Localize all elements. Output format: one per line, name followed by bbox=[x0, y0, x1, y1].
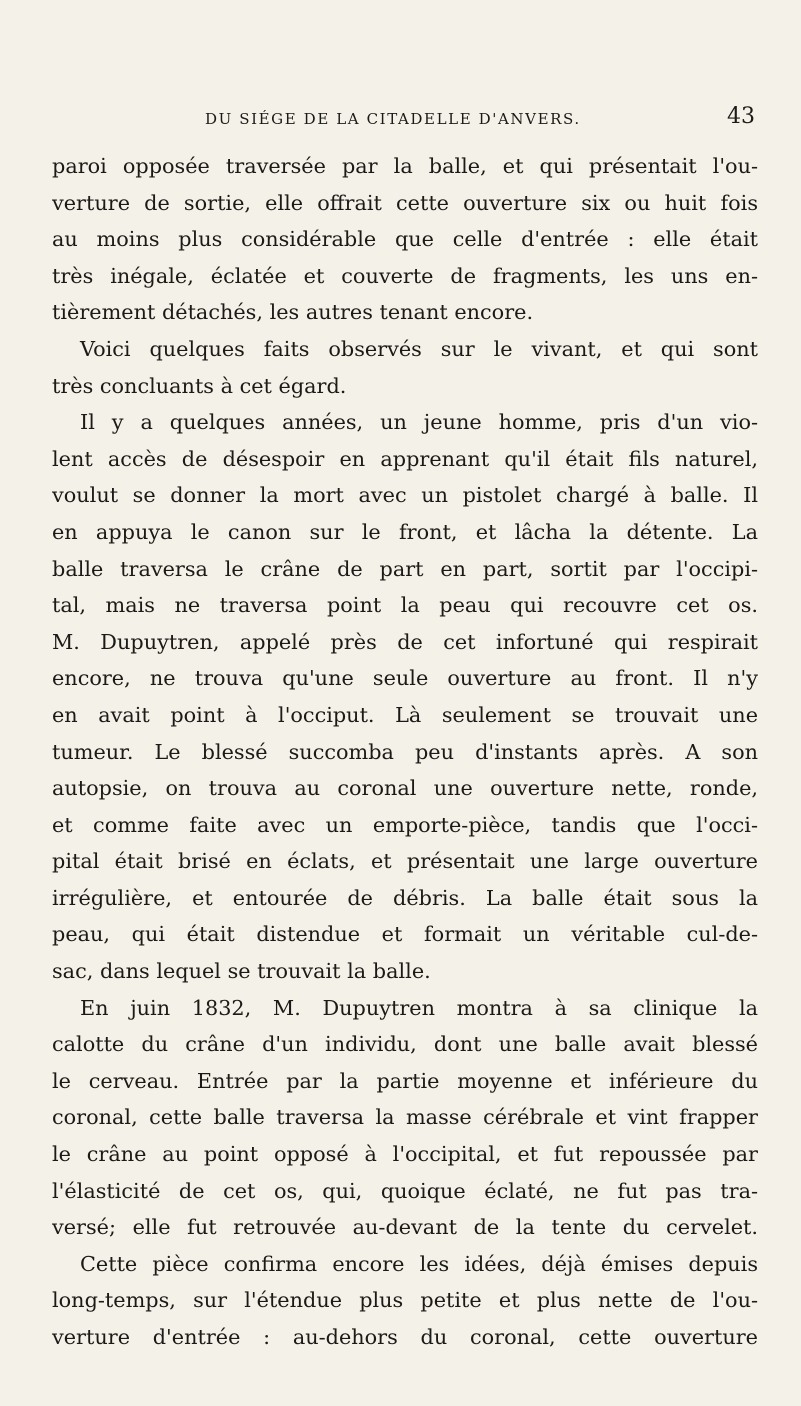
text-line: lent accès de désespoir en apprenant qu'il était fils naturel, bbox=[52, 446, 758, 471]
text-line: long-temps, sur l'étendue plus petite et plus nette de l'ou- bbox=[52, 1288, 758, 1313]
text-line: très inégale, éclatée et couverte de fragments, les uns en- bbox=[52, 263, 758, 288]
text-line: verture de sortie, elle offrait cette ouverture six ou huit fois bbox=[52, 190, 758, 215]
text-line: coronal, cette balle traversa la masse cérébrale et vint frapper bbox=[52, 1105, 758, 1130]
text-line: verture d'entrée : au-dehors du coronal, cette ouverture bbox=[52, 1325, 758, 1349]
text-line: le crâne au point opposé à l'occipital, et fut repoussée par bbox=[52, 1142, 758, 1167]
text-line: et comme faite avec un emporte-pièce, tandis que l'occi- bbox=[52, 812, 758, 837]
text-line: tal, mais ne traversa point la peau qui recouvre cet os. bbox=[52, 593, 758, 618]
text-line: l'élasticité de cet os, qui, quoique éclaté, ne fut pas tra- bbox=[52, 1178, 758, 1203]
text-line: paroi opposée traversée par la balle, et qui présentait l'ou- bbox=[52, 154, 758, 178]
text-line: calotte du crâne d'un individu, dont une balle avait blessé bbox=[52, 1032, 758, 1057]
body-text bbox=[52, 148, 758, 1356]
text-line: au moins plus considérable que celle d'entrée : elle était bbox=[52, 227, 758, 252]
text-line: Voici quelques faits observés sur le vivant, et qui sont bbox=[80, 336, 758, 361]
text-line: voulut se donner la mort avec un pistolet chargé à balle. Il bbox=[52, 483, 758, 508]
text-line: M. Dupuytren, appelé près de cet infortuné qui respirait bbox=[52, 629, 758, 654]
text-line: versé; elle fut retrouvée au-devant de la tente du cervelet. bbox=[52, 1215, 758, 1240]
text-line: le cerveau. Entrée par la partie moyenne et inférieure du bbox=[52, 1068, 758, 1093]
running-title: DU SIÉGE DE LA CITADELLE D'ANVERS. bbox=[205, 110, 581, 128]
text-line: En juin 1832, M. Dupuytren montra à sa clinique la bbox=[80, 995, 758, 1020]
text-line: irrégulière, et entourée de débris. La balle était sous la bbox=[52, 885, 758, 910]
text-line: Cette pièce confirma encore les idées, déjà émises depuis bbox=[80, 1251, 758, 1276]
page-header bbox=[55, 106, 755, 136]
text-line: en appuya le canon sur le front, et lâcha la détente. La bbox=[52, 519, 758, 544]
text-line: encore, ne trouva qu'une seule ouverture au front. Il n'y bbox=[52, 666, 758, 691]
text-line: pital était brisé en éclats, et présentait une large ouverture bbox=[52, 849, 758, 874]
page-number: 43 bbox=[727, 104, 755, 129]
text-line: sac, dans lequel se trouvait la balle. bbox=[52, 959, 431, 984]
text-line: tièrement détachés, les autres tenant encore. bbox=[52, 300, 534, 325]
text-line: en avait point à l'occiput. Là seulement se trouvait une bbox=[52, 702, 758, 727]
text-line: peau, qui était distendue et formait un véritable cul-de- bbox=[52, 922, 758, 947]
text-line: tumeur. Le blessé succomba peu d'instants après. A son bbox=[52, 739, 758, 764]
text-line: balle traversa le crâne de part en part, sortit par l'occipi- bbox=[52, 556, 758, 581]
text-line: Il y a quelques années, un jeune homme, pris d'un vio- bbox=[80, 410, 758, 435]
text-line: autopsie, on trouva au coronal une ouverture nette, ronde, bbox=[52, 776, 758, 801]
text-line: très concluants à cet égard. bbox=[52, 373, 347, 398]
